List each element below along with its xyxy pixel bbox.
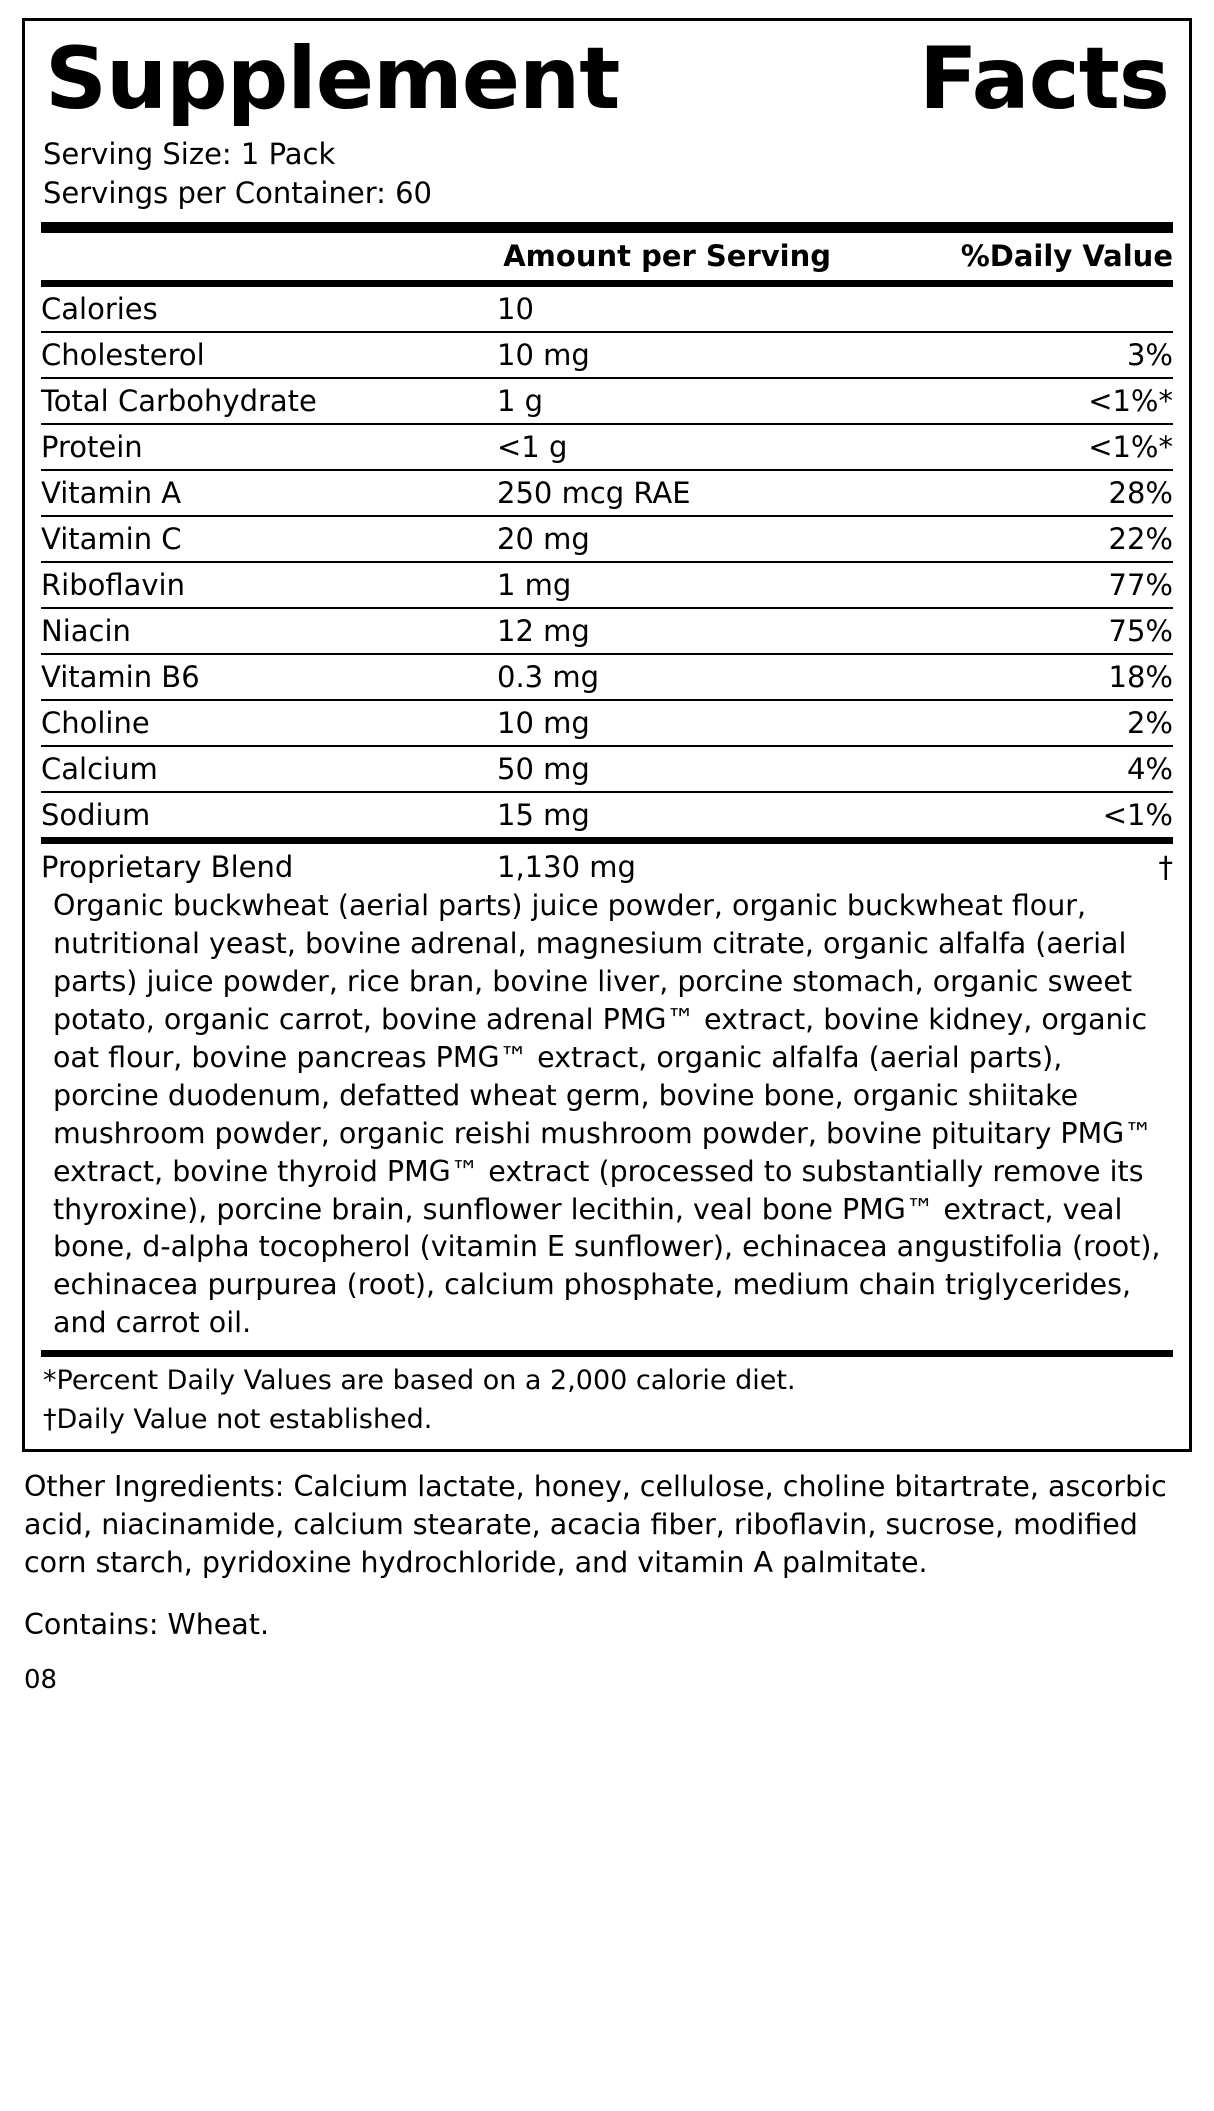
nutrient-name: Vitamin C xyxy=(41,522,182,557)
nutrient-name: Choline xyxy=(41,706,150,741)
table-row xyxy=(41,515,1173,561)
footnote-dagger: †Daily Value not established. xyxy=(43,1403,433,1435)
nutrient-dv: 28% xyxy=(1108,476,1173,511)
nutrient-amount: 1 g xyxy=(497,384,544,419)
proprietary-blend-row xyxy=(41,844,1173,887)
nutrient-dv: 75% xyxy=(1108,614,1173,649)
blend-amount: 1,130 mg xyxy=(497,850,636,885)
nutrient-name: Vitamin B6 xyxy=(41,660,200,695)
nutrient-amount: 20 mg xyxy=(497,522,590,557)
table-row xyxy=(41,423,1173,469)
blend-name: Proprietary Blend xyxy=(41,850,294,885)
nutrient-amount: 10 xyxy=(497,292,534,327)
nutrient-amount: 10 mg xyxy=(497,338,590,373)
table-row xyxy=(41,331,1173,377)
table-header-row xyxy=(41,233,1173,280)
table-row xyxy=(41,377,1173,423)
nutrient-name: Total Carbohydrate xyxy=(41,384,317,419)
title-word-facts: Facts xyxy=(918,29,1169,129)
divider-med-header xyxy=(41,280,1173,287)
nutrient-name: Vitamin A xyxy=(41,476,182,511)
table-row xyxy=(41,653,1173,699)
nutrient-name: Riboflavin xyxy=(41,568,185,603)
divider-thick-top xyxy=(41,222,1173,233)
nutrient-dv xyxy=(857,292,1173,326)
header-daily-value: %Daily Value xyxy=(960,239,1173,274)
serving-size: Serving Size: 1 Pack xyxy=(43,137,336,172)
nutrient-amount: 250 mcg RAE xyxy=(497,476,691,511)
page-title xyxy=(45,29,1169,129)
nutrient-table xyxy=(41,287,1173,837)
nutrient-dv: <1%* xyxy=(1088,430,1173,465)
nutrient-dv: 77% xyxy=(1108,568,1173,603)
table-row xyxy=(41,469,1173,515)
table-row xyxy=(41,745,1173,791)
divider-med-footnotes xyxy=(41,1350,1173,1357)
nutrient-name: Protein xyxy=(41,430,143,465)
table-row xyxy=(41,561,1173,607)
blend-ingredients: Organic buckwheat (aerial parts) juice powder, organic buckwheat flour, nutritional yeast, bovine adrenal, magnesium citrate, organic alfalfa (aerial parts) juice powder, rice bran, bovine liver, porcine stomach, organic sweet potato, organic carrot, bovine adrenal PMG™ extract, bovine kidney, organic oat flour, bovine pancreas PMG™ extract, organic alfalfa (aerial parts), porcine duodenum, defatted wheat germ, bovine bone, organic shiitake mushroom powder, organic reishi mushroom powder, bovine pituitary PMG™ extract, bovine thyroid PMG™ extract (processed to substantially remove its thyroxine), porcine brain, sunflower lecithin, veal bone PMG™ extract, veal bone, d-alpha tocopherol (vitamin E sunflower), echinacea angustifolia (root), echinacea purpurea (root), calcium phosphate, medium chain triglycerides, and carrot oil. xyxy=(53,889,1161,1340)
header-amount-per-serving: Amount per Serving xyxy=(503,239,831,274)
nutrient-dv: 2% xyxy=(1126,706,1173,741)
nutrient-amount: 0.3 mg xyxy=(497,660,599,695)
footnote-percent-daily-value: *Percent Daily Values are based on a 2,000 calorie diet. xyxy=(43,1365,796,1397)
revision-code: 08 xyxy=(24,1665,58,1696)
blend-dv: † xyxy=(1158,850,1173,885)
title-word-supplement: Supplement xyxy=(45,29,620,129)
divider-med-blend xyxy=(41,837,1173,844)
supplement-facts-panel xyxy=(22,18,1192,1452)
nutrient-dv: <1%* xyxy=(1088,384,1173,419)
table-row xyxy=(41,699,1173,745)
nutrient-dv: 3% xyxy=(1126,338,1173,373)
nutrient-amount: 12 mg xyxy=(497,614,590,649)
nutrient-dv: 4% xyxy=(1126,752,1173,787)
table-row xyxy=(41,287,1173,331)
table-row xyxy=(41,607,1173,653)
nutrient-amount: 1 mg xyxy=(497,568,572,603)
nutrient-name: Cholesterol xyxy=(41,338,205,373)
table-row xyxy=(41,791,1173,837)
nutrient-amount: 10 mg xyxy=(497,706,590,741)
nutrient-name: Calcium xyxy=(41,752,158,787)
nutrient-amount: <1 g xyxy=(497,430,568,465)
contains-statement: Contains: Wheat. xyxy=(24,1608,270,1642)
nutrient-amount: 15 mg xyxy=(497,798,590,833)
nutrient-dv: 22% xyxy=(1108,522,1173,557)
nutrient-name: Niacin xyxy=(41,614,131,649)
nutrient-dv: <1% xyxy=(1102,798,1173,833)
nutrient-name: Sodium xyxy=(41,798,151,833)
servings-per-container: Servings per Container: 60 xyxy=(43,175,432,210)
nutrient-name: Calories xyxy=(41,292,158,327)
nutrient-amount: 50 mg xyxy=(497,752,590,787)
nutrient-dv: 18% xyxy=(1108,660,1173,695)
other-ingredients: Other Ingredients: Calcium lactate, honey, cellulose, choline bitartrate, ascorbic acid, niacinamide, calcium stearate, acacia fiber, riboflavin, sucrose, modified corn starch, pyridoxine hydrochloride, and vitamin A palmitate. xyxy=(24,1469,1167,1579)
